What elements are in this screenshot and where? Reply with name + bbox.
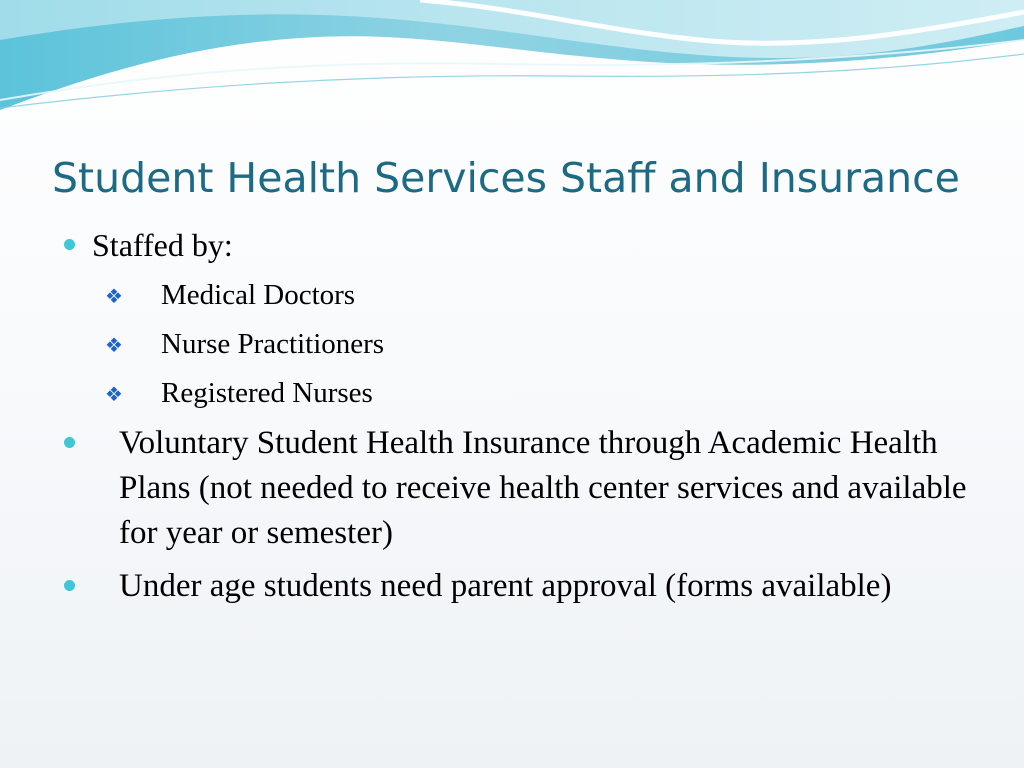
bullet-text: Staffed by:: [92, 227, 233, 263]
diamond-bullet-icon: ❖: [105, 284, 123, 308]
slide-title: Student Health Services Staff and Insurance: [52, 154, 960, 202]
sub-bullet-text: Nurse Practitioners: [161, 328, 385, 360]
sub-bullet-text: Registered Nurses: [161, 377, 373, 409]
bullet-text: Under age students need parent approval (forms available): [119, 568, 892, 604]
bullet-text: Voluntary Student Health Insurance through Academic Health Plans (not needed to receive health center services and available for year or semester): [119, 425, 967, 551]
diamond-bullet-icon: ❖: [105, 382, 123, 406]
circle-bullet-icon: [64, 437, 75, 448]
circle-bullet-icon: [64, 239, 75, 250]
diamond-bullet-icon: ❖: [105, 333, 123, 357]
sub-bullet-text: Medical Doctors: [161, 279, 356, 311]
circle-bullet-icon: [64, 580, 75, 591]
